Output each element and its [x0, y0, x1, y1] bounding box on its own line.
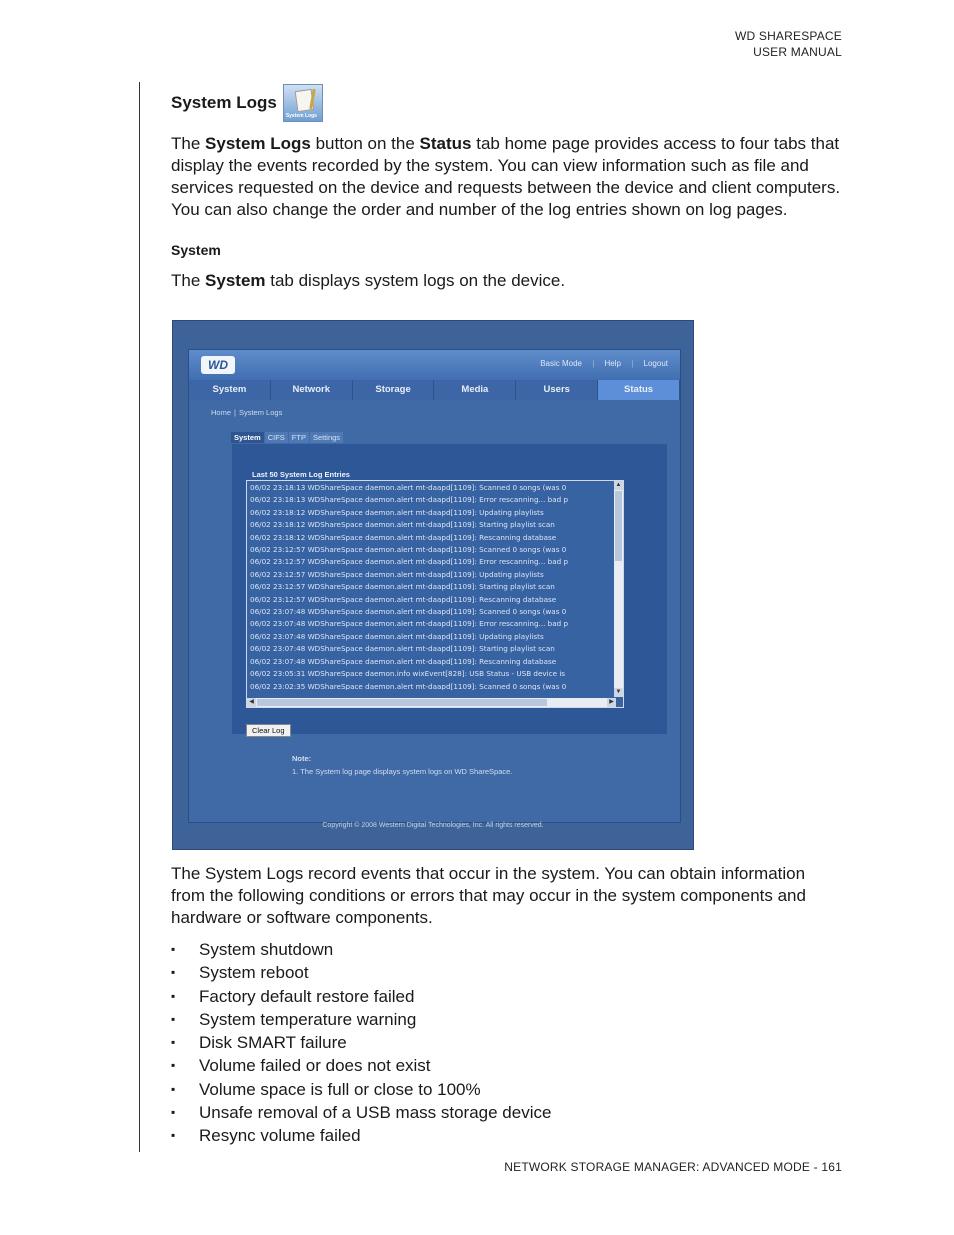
- log-line: 06/02 23:12:57 WDShareSpace daemon.alert mt-daapd[1109]: Scanned 0 songs (was 0: [250, 545, 567, 555]
- tab-storage[interactable]: Storage: [353, 380, 435, 400]
- log-line: 06/02 23:07:48 WDShareSpace daemon.alert mt-daapd[1109]: Updating playlists: [250, 631, 544, 641]
- log-line: 06/02 23:07:48 WDShareSpace daemon.alert mt-daapd[1109]: Starting playlist scan: [250, 644, 555, 654]
- log-vertical-scrollbar[interactable]: [614, 481, 623, 697]
- running-header: [735, 28, 842, 60]
- app-top-bar: [189, 350, 680, 380]
- list-item-text: Disk SMART failure: [199, 1033, 347, 1053]
- copyright: Copyright © 2008 Western Digital Technologies, Inc. All rights reserved.: [322, 822, 544, 829]
- subtab-settings[interactable]: Settings: [310, 432, 343, 443]
- breadcrumb-home[interactable]: Home: [211, 408, 232, 417]
- wd-logo: WD: [201, 356, 235, 374]
- main-nav: [189, 380, 680, 400]
- intro-bold-1: System Logs: [205, 134, 311, 153]
- sys-desc-text-2: tab displays system logs on the device.: [265, 271, 566, 290]
- log-horizontal-scrollbar[interactable]: [247, 698, 616, 707]
- list-item: [171, 1008, 841, 1031]
- subtab-system[interactable]: System: [231, 432, 264, 443]
- lower-content: [171, 863, 841, 1148]
- log-list-box[interactable]: [246, 470, 624, 708]
- h-scroll-thumb[interactable]: [257, 699, 547, 706]
- intro-bold-2: Status: [419, 134, 472, 153]
- system-tab-description: [171, 270, 841, 292]
- subtab-ftp[interactable]: FTP: [289, 432, 309, 443]
- log-sub-tabs: [231, 432, 344, 443]
- intro-text-2: button on the: [310, 134, 420, 153]
- section-title: System Logs: [171, 93, 277, 112]
- top-links: Basic Mode | Help | Logout: [540, 359, 668, 368]
- tab-users[interactable]: Users: [516, 380, 598, 400]
- note-block: [292, 752, 512, 778]
- breadcrumb: Home | System Logs: [211, 408, 283, 417]
- intro-paragraph: [171, 133, 841, 221]
- list-item: [171, 1078, 841, 1101]
- bullet-icon: ▪: [171, 1058, 176, 1073]
- list-item-text: Volume space is full or close to 100%: [199, 1079, 481, 1099]
- system-log-screenshot: [172, 320, 694, 850]
- list-item: [171, 1054, 841, 1077]
- log-panel: [232, 444, 667, 734]
- bullet-icon: ▪: [171, 965, 176, 980]
- icon-caption: System Logs: [285, 113, 317, 119]
- log-line: 06/02 23:05:31 WDShareSpace daemon.info wixEvent[828]: USB Status - USB device is: [250, 669, 566, 679]
- after-paragraph: The System Logs record events that occur in the system. You can obtain information from the following conditions or errors that may occur in the system components and hardware or software components.: [171, 864, 806, 927]
- list-item: [171, 985, 841, 1008]
- log-line: 06/02 23:07:48 WDShareSpace daemon.alert mt-daapd[1109]: Error rescanning... bad p: [250, 619, 569, 629]
- bullet-icon: ▪: [171, 942, 176, 956]
- list-item-text: Volume failed or does not exist: [199, 1056, 431, 1076]
- page-content: [171, 84, 841, 292]
- log-line: 06/02 23:18:13 WDShareSpace daemon.alert mt-daapd[1109]: Scanned 0 songs (was 0: [250, 483, 567, 492]
- log-line: 06/02 23:18:12 WDShareSpace daemon.alert mt-daapd[1109]: Updating playlists: [250, 507, 544, 517]
- log-line: 06/02 23:02:35 WDShareSpace daemon.alert mt-daapd[1109]: Scanned 0 songs (was 0: [250, 681, 567, 690]
- list-item: [171, 938, 841, 961]
- sys-desc-text-1: The: [171, 271, 206, 290]
- log-line: 06/02 23:12:57 WDShareSpace daemon.alert mt-daapd[1109]: Error rescanning... bad p: [250, 557, 569, 567]
- system-logs-icon: [283, 84, 323, 122]
- subheading-system: System: [171, 242, 221, 258]
- breadcrumb-current: System Logs: [238, 408, 283, 417]
- log-line: 06/02 23:12:57 WDShareSpace daemon.alert mt-daapd[1109]: Starting playlist scan: [250, 582, 555, 592]
- condition-list: [171, 938, 841, 1148]
- margin-rule: [139, 82, 140, 1152]
- page-footer: NETWORK STORAGE MANAGER: ADVANCED MODE - 161: [504, 1160, 842, 1174]
- log-line: 06/02 23:12:57 WDShareSpace daemon.alert mt-daapd[1109]: Updating playlists: [250, 569, 544, 579]
- tab-network[interactable]: Network: [271, 380, 353, 400]
- list-item-text: Resync volume failed: [199, 1126, 361, 1146]
- log-line: 06/02 23:18:12 WDShareSpace daemon.alert mt-daapd[1109]: Starting playlist scan: [250, 520, 555, 530]
- log-line: 06/02 23:18:12 WDShareSpace daemon.alert mt-daapd[1109]: Rescanning database: [250, 532, 557, 542]
- scroll-down-icon[interactable]: ▼: [615, 689, 622, 695]
- link-basic-mode[interactable]: Basic Mode: [540, 359, 582, 368]
- note-title: Note:: [292, 754, 312, 763]
- log-line: 06/02 23:12:57 WDShareSpace daemon.alert mt-daapd[1109]: Rescanning database: [250, 594, 557, 604]
- list-item: [171, 1101, 841, 1124]
- list-item-text: System shutdown: [199, 940, 334, 959]
- log-title: Last 50 System Log Entries: [252, 470, 350, 479]
- list-item: [171, 961, 841, 984]
- bullet-icon: ▪: [171, 1011, 176, 1026]
- note-text: 1. The System log page displays system logs on WD ShareSpace.: [292, 767, 513, 776]
- list-item-text: Factory default restore failed: [199, 986, 415, 1006]
- clear-log-button[interactable]: Clear Log: [246, 724, 291, 737]
- bullet-icon: ▪: [171, 1035, 176, 1050]
- intro-text-1: The: [171, 134, 206, 153]
- bullet-icon: ▪: [171, 1081, 176, 1096]
- intro-text-3: tab home page provides access to four tabs that display the events recorded by the system. You can view information such as file and services requested on the device and requests between the device and client computers. You can also change the order and number of the log entries shown on log pages.: [171, 134, 841, 219]
- log-line: 06/02 23:18:13 WDShareSpace daemon.alert mt-daapd[1109]: Error rescanning... bad p: [250, 495, 569, 505]
- bullet-icon: ▪: [171, 1105, 176, 1120]
- tab-system[interactable]: System: [189, 380, 271, 400]
- bullet-icon: ▪: [171, 1128, 176, 1143]
- scroll-right-icon[interactable]: ▶: [607, 698, 616, 707]
- list-item-text: System reboot: [199, 963, 309, 983]
- link-logout[interactable]: Logout: [643, 359, 668, 368]
- app-frame: [188, 349, 681, 823]
- list-item-text: Unsafe removal of a USB mass storage device: [199, 1103, 552, 1123]
- section-heading: [171, 84, 841, 122]
- sys-desc-bold: System: [205, 271, 266, 290]
- list-item: [171, 1124, 841, 1147]
- link-help[interactable]: Help: [604, 359, 621, 368]
- log-line: 06/02 23:07:48 WDShareSpace daemon.alert mt-daapd[1109]: Rescanning database: [250, 656, 557, 666]
- bullet-icon: ▪: [171, 988, 176, 1003]
- list-item: [171, 1031, 841, 1054]
- scroll-left-icon[interactable]: ◀: [247, 698, 256, 707]
- tab-status[interactable]: Status: [598, 380, 680, 400]
- log-line: 06/02 23:07:48 WDShareSpace daemon.alert mt-daapd[1109]: Scanned 0 songs (was 0: [250, 607, 567, 617]
- scroll-thumb[interactable]: [615, 491, 622, 561]
- log-lines: [250, 482, 612, 690]
- list-item-text: System temperature warning: [199, 1009, 417, 1029]
- header-line-2: USER MANUAL: [753, 45, 842, 59]
- scroll-up-icon[interactable]: ▲: [615, 482, 622, 488]
- subtab-cifs[interactable]: CIFS: [265, 432, 288, 443]
- tab-media[interactable]: Media: [434, 380, 516, 400]
- header-line-1: WD SHARESPACE: [734, 29, 842, 43]
